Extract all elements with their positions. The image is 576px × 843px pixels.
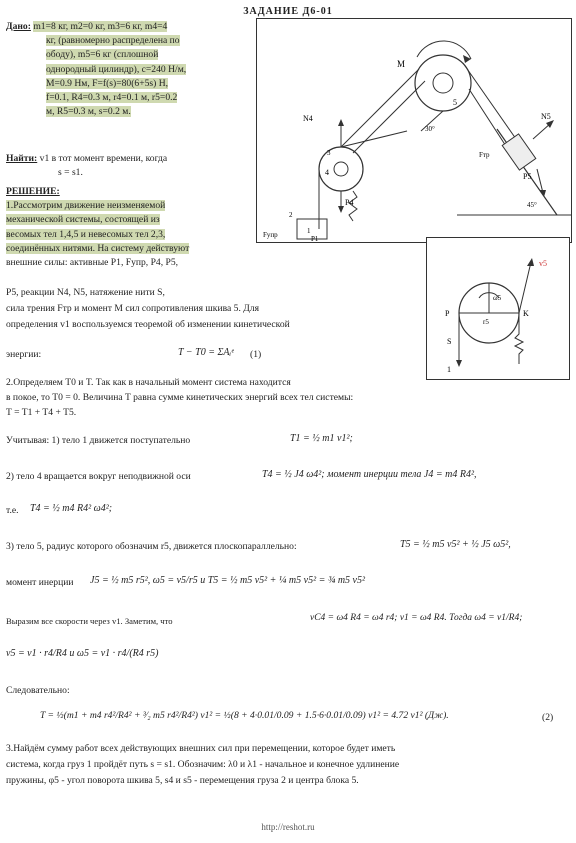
kinetic-energy-formula: T = ½(m1 + m4 r4²/R4² + ³⁄₂ m5 r4²/R4²) v1² = ½(8 + 4·0.01/0.09 + 1.5·6·0.01/0.09) v1² = 4.72 v1² (Дж).: [40, 710, 449, 721]
given-label: Дано:: [6, 21, 31, 32]
given-line: m1=8 кг, m2=0 кг, m3=6 кг, m4=4: [33, 21, 168, 32]
solution-label: РЕШЕНИЕ:: [6, 186, 60, 197]
velocity-diagram: [427, 238, 569, 379]
figure-label: P: [445, 309, 450, 318]
solution-line: 2.Определяем T0 и T. Так как в начальный момент система находится: [6, 377, 291, 388]
given-line: ободу), m5=6 кг (сплошной: [46, 49, 159, 61]
figure-label: Fтр: [479, 151, 490, 159]
find-line: v1 в тот момент времени, когда: [39, 153, 168, 164]
page-title: ЗАДАНИЕ Д6-01: [243, 6, 333, 17]
solution-line: Учитывая: 1) тело 1 движется поступательно: [6, 435, 191, 446]
solution-line: момент инерции: [6, 577, 74, 588]
solution-line: система, когда груз 1 пройдёт путь s = s1. Обозначим: λ0 и λ1 - начальное и конечное удлинение: [6, 759, 400, 770]
given-line: однородный цилиндр), c=240 Н/м,: [46, 63, 187, 75]
given-line: f=0.1, R4=0.3 м, r4=0.1 м, r5=0.2: [46, 92, 178, 104]
solution-line: энергии:: [6, 349, 42, 360]
energy-theorem-formula: T − T0 = ΣAᵢᵉ: [178, 347, 234, 358]
t1-formula: T1 = ½ m1 v1²;: [290, 433, 353, 444]
solution-line: Следовательно:: [6, 685, 70, 696]
equation-number: (2): [542, 712, 554, 723]
solution-line: T = T1 + T4 + T5.: [6, 407, 77, 418]
figure-label: P4: [345, 198, 354, 207]
t4-formula: T4 = ½ J4 ω4²; момент инерции тела J4 = m4 R4²,: [262, 469, 477, 480]
find-block: [6, 152, 256, 180]
solution-intro: [6, 185, 256, 270]
solution-line: весомых тел 1,4,5 и невесомых тел 2,3,: [6, 228, 166, 240]
figure-label: P1: [311, 235, 319, 242]
given-line: кг, (равномерно распределена по: [46, 35, 180, 47]
given-block: [6, 20, 256, 119]
figure-label: 1: [447, 365, 451, 374]
solution-line: сила трения Fтр и момент M сил сопротивления шкива 5. Для: [6, 303, 259, 314]
figure-label: v5: [539, 259, 547, 268]
solution-line: 3.Найдём сумму работ всех действующих внешних сил при перемещении, которое будет иметь: [6, 743, 396, 754]
solution-line: определения v1 воспользуемся теоремой об изменении кинетической: [6, 319, 290, 330]
figure-label: ω5: [493, 294, 502, 302]
solution-line: пружины, φ5 - угол поворота шкива 5, s4 и s5 - перемещения груза 2 и центра блока 5.: [6, 775, 359, 786]
figure-label: 5: [453, 98, 457, 107]
t5-formula: T5 = ½ m5 v5² + ½ J5 ω5²,: [400, 539, 511, 550]
solution-line: Выразим все скорости через v1. Заметим, что: [6, 616, 173, 626]
solution-line: P5, реакции N4, N5, натяжение нити S,: [6, 287, 165, 298]
solution-line: 2) тело 4 вращается вокруг неподвижной оси: [6, 471, 191, 482]
velocity-relations: vC4 = ω4 R4 = ω4 r4; v1 = ω4 R4. Тогда ω4 = v1/R4;: [310, 613, 523, 623]
figure-label: 4: [325, 168, 329, 177]
v5-formula: v5 = v1 · r4/R4 и ω5 = v1 · r4/(R4 r5): [6, 648, 159, 659]
figure-label: M: [397, 59, 406, 69]
solution-line: механической системы, состоящей из: [6, 214, 160, 226]
figure-label: 3: [327, 149, 331, 157]
equation-number: (1): [250, 349, 262, 360]
figure-label: 30°: [425, 125, 435, 133]
figure-label: P5: [523, 172, 532, 181]
footer-url[interactable]: http://reshot.ru: [261, 822, 315, 832]
given-line: M=0.9 Нм, F=f(s)=80(6+5s) Н,: [46, 77, 169, 89]
solution-line: 3) тело 5, радиус которого обозначим r5, движется плоскопараллельно:: [6, 541, 297, 552]
given-line: м, R5=0.3 м, s=0.2 м.: [46, 106, 131, 118]
mechanism-figure: [256, 18, 572, 243]
figure-label: Fупр: [263, 231, 278, 239]
find-line: s = s1.: [58, 167, 83, 179]
figure-label: r5: [483, 318, 489, 326]
figure-label: 45°: [527, 201, 537, 209]
solution-line: соединённых нитями. На систему действуют: [6, 242, 190, 254]
t4b-formula: T4 = ½ m4 R4² ω4²;: [30, 503, 113, 514]
solution-line: внешние силы: активные P1, Fупр, P4, P5,: [6, 257, 179, 269]
figure-label: 1: [307, 227, 311, 235]
figure-label: N4: [303, 114, 313, 123]
figure-label: 2: [289, 211, 293, 219]
figure-label: S: [447, 337, 452, 346]
velocity-figure: [426, 237, 570, 380]
j5-formula: J5 = ½ m5 r5², ω5 = v5/r5 и T5 = ½ m5 v5² + ¼ m5 v5² = ¾ m5 v5²: [90, 575, 365, 586]
solution-line: в покое, то T0 = 0. Величина T равна сумме кинетических энергий всех тел системы:: [6, 392, 354, 403]
figure-label: N5: [541, 112, 551, 121]
solution-line: т.е.: [6, 505, 19, 516]
solution-line: 1.Рассмотрим движение неизменяемой: [6, 200, 166, 212]
figure-label: K: [523, 309, 529, 318]
mechanism-diagram: [257, 19, 571, 242]
find-label: Найти:: [6, 153, 38, 164]
